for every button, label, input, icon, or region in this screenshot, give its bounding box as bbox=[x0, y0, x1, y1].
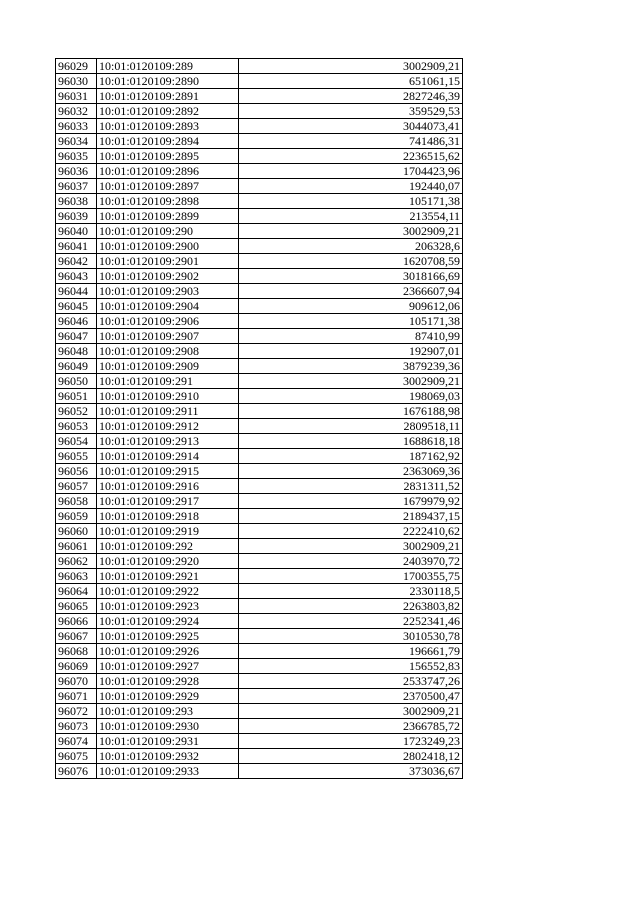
row-number-cell: 96033 bbox=[56, 119, 97, 134]
cadastral-value-cell: 1700355,75 bbox=[239, 569, 463, 584]
row-number-cell: 96036 bbox=[56, 164, 97, 179]
cadastral-value-cell: 3002909,21 bbox=[239, 59, 463, 74]
cadastral-value-cell: 2252341,46 bbox=[239, 614, 463, 629]
row-number-cell: 96066 bbox=[56, 614, 97, 629]
cadastral-value-cell: 206328,6 bbox=[239, 239, 463, 254]
cadastral-number-cell: 10:01:0120109:292 bbox=[97, 539, 239, 554]
cadastral-number-cell: 10:01:0120109:2907 bbox=[97, 329, 239, 344]
table-row bbox=[56, 554, 463, 569]
cadastral-value-cell: 2802418,12 bbox=[239, 749, 463, 764]
cadastral-number-cell: 10:01:0120109:2903 bbox=[97, 284, 239, 299]
cadastral-value-cell: 3002909,21 bbox=[239, 224, 463, 239]
cadastral-value-cell: 2236515,62 bbox=[239, 149, 463, 164]
table-row bbox=[56, 374, 463, 389]
cadastral-number-cell: 10:01:0120109:2908 bbox=[97, 344, 239, 359]
table-row bbox=[56, 464, 463, 479]
table-row bbox=[56, 89, 463, 104]
cadastral-value-cell: 2363069,36 bbox=[239, 464, 463, 479]
cadastral-value-cell: 187162,92 bbox=[239, 449, 463, 464]
cadastral-number-cell: 10:01:0120109:2906 bbox=[97, 314, 239, 329]
cadastral-value-cell: 2222410,62 bbox=[239, 524, 463, 539]
cadastral-number-cell: 10:01:0120109:2911 bbox=[97, 404, 239, 419]
row-number-cell: 96064 bbox=[56, 584, 97, 599]
row-number-cell: 96054 bbox=[56, 434, 97, 449]
cadastral-value-cell: 2809518,11 bbox=[239, 419, 463, 434]
row-number-cell: 96034 bbox=[56, 134, 97, 149]
table-row bbox=[56, 719, 463, 734]
table-row bbox=[56, 314, 463, 329]
cadastral-number-cell: 10:01:0120109:2927 bbox=[97, 659, 239, 674]
cadastral-number-cell: 10:01:0120109:2922 bbox=[97, 584, 239, 599]
table-row bbox=[56, 74, 463, 89]
table-row bbox=[56, 704, 463, 719]
cadastral-number-cell: 10:01:0120109:2891 bbox=[97, 89, 239, 104]
cadastral-number-cell: 10:01:0120109:2902 bbox=[97, 269, 239, 284]
cadastral-number-cell: 10:01:0120109:2899 bbox=[97, 209, 239, 224]
table-row bbox=[56, 479, 463, 494]
row-number-cell: 96043 bbox=[56, 269, 97, 284]
table-row bbox=[56, 494, 463, 509]
row-number-cell: 96042 bbox=[56, 254, 97, 269]
row-number-cell: 96045 bbox=[56, 299, 97, 314]
cadastral-number-cell: 10:01:0120109:291 bbox=[97, 374, 239, 389]
document-page bbox=[55, 58, 462, 779]
cadastral-number-cell: 10:01:0120109:2894 bbox=[97, 134, 239, 149]
cadastral-number-cell: 10:01:0120109:2896 bbox=[97, 164, 239, 179]
table-row bbox=[56, 59, 463, 74]
cadastral-value-cell: 1620708,59 bbox=[239, 254, 463, 269]
cadastral-number-cell: 10:01:0120109:2930 bbox=[97, 719, 239, 734]
table-row bbox=[56, 119, 463, 134]
cadastral-number-cell: 10:01:0120109:2925 bbox=[97, 629, 239, 644]
row-number-cell: 96032 bbox=[56, 104, 97, 119]
cadastral-value-cell: 156552,83 bbox=[239, 659, 463, 674]
table-row bbox=[56, 629, 463, 644]
cadastral-number-cell: 10:01:0120109:2932 bbox=[97, 749, 239, 764]
cadastral-value-cell: 2403970,72 bbox=[239, 554, 463, 569]
cadastral-value-cell: 2189437,15 bbox=[239, 509, 463, 524]
table-row bbox=[56, 674, 463, 689]
cadastral-value-cell: 909612,06 bbox=[239, 299, 463, 314]
cadastral-value-cell: 105171,38 bbox=[239, 194, 463, 209]
cadastral-number-cell: 10:01:0120109:2929 bbox=[97, 689, 239, 704]
cadastral-value-cell: 192440,07 bbox=[239, 179, 463, 194]
row-number-cell: 96061 bbox=[56, 539, 97, 554]
cadastral-number-cell: 10:01:0120109:2918 bbox=[97, 509, 239, 524]
cadastral-number-cell: 10:01:0120109:2915 bbox=[97, 464, 239, 479]
table-row bbox=[56, 569, 463, 584]
cadastral-number-cell: 10:01:0120109:289 bbox=[97, 59, 239, 74]
cadastral-number-cell: 10:01:0120109:2912 bbox=[97, 419, 239, 434]
cadastral-number-cell: 10:01:0120109:2909 bbox=[97, 359, 239, 374]
row-number-cell: 96035 bbox=[56, 149, 97, 164]
cadastral-value-cell: 2370500,47 bbox=[239, 689, 463, 704]
row-number-cell: 96071 bbox=[56, 689, 97, 704]
cadastral-value-cell: 87410,99 bbox=[239, 329, 463, 344]
cadastral-value-cell: 2533747,26 bbox=[239, 674, 463, 689]
cadastral-number-cell: 10:01:0120109:2916 bbox=[97, 479, 239, 494]
cadastral-value-cell: 651061,15 bbox=[239, 74, 463, 89]
cadastral-value-cell: 198069,03 bbox=[239, 389, 463, 404]
table-row bbox=[56, 584, 463, 599]
table-row bbox=[56, 434, 463, 449]
cadastral-number-cell: 10:01:0120109:2933 bbox=[97, 764, 239, 779]
table-row bbox=[56, 599, 463, 614]
cadastral-value-cell: 741486,31 bbox=[239, 134, 463, 149]
cadastral-value-cell: 3002909,21 bbox=[239, 704, 463, 719]
cadastral-value-cell: 213554,11 bbox=[239, 209, 463, 224]
row-number-cell: 96037 bbox=[56, 179, 97, 194]
table-row bbox=[56, 404, 463, 419]
cadastral-value-cell: 2366785,72 bbox=[239, 719, 463, 734]
row-number-cell: 96056 bbox=[56, 464, 97, 479]
row-number-cell: 96055 bbox=[56, 449, 97, 464]
cadastral-number-cell: 10:01:0120109:2898 bbox=[97, 194, 239, 209]
row-number-cell: 96038 bbox=[56, 194, 97, 209]
row-number-cell: 96044 bbox=[56, 284, 97, 299]
table-row bbox=[56, 269, 463, 284]
table-body bbox=[56, 59, 463, 779]
cadastral-value-cell: 2330118,5 bbox=[239, 584, 463, 599]
row-number-cell: 96046 bbox=[56, 314, 97, 329]
cadastral-number-cell: 10:01:0120109:2923 bbox=[97, 599, 239, 614]
cadastral-number-cell: 10:01:0120109:2919 bbox=[97, 524, 239, 539]
row-number-cell: 96039 bbox=[56, 209, 97, 224]
cadastral-value-cell: 2366607,94 bbox=[239, 284, 463, 299]
table-row bbox=[56, 614, 463, 629]
row-number-cell: 96051 bbox=[56, 389, 97, 404]
row-number-cell: 96060 bbox=[56, 524, 97, 539]
table-row bbox=[56, 359, 463, 374]
cadastral-number-cell: 10:01:0120109:2901 bbox=[97, 254, 239, 269]
cadastral-number-cell: 10:01:0120109:2914 bbox=[97, 449, 239, 464]
cadastral-number-cell: 10:01:0120109:2910 bbox=[97, 389, 239, 404]
table-row bbox=[56, 509, 463, 524]
row-number-cell: 96063 bbox=[56, 569, 97, 584]
row-number-cell: 96067 bbox=[56, 629, 97, 644]
row-number-cell: 96075 bbox=[56, 749, 97, 764]
cadastral-value-cell: 3002909,21 bbox=[239, 539, 463, 554]
table-row bbox=[56, 224, 463, 239]
table-row bbox=[56, 134, 463, 149]
row-number-cell: 96076 bbox=[56, 764, 97, 779]
cadastral-number-cell: 10:01:0120109:2904 bbox=[97, 299, 239, 314]
cadastral-value-cell: 192907,01 bbox=[239, 344, 463, 359]
table-row bbox=[56, 254, 463, 269]
table-row bbox=[56, 299, 463, 314]
row-number-cell: 96029 bbox=[56, 59, 97, 74]
table-row bbox=[56, 449, 463, 464]
cadastral-number-cell: 10:01:0120109:290 bbox=[97, 224, 239, 239]
table-row bbox=[56, 524, 463, 539]
table-row bbox=[56, 344, 463, 359]
row-number-cell: 96062 bbox=[56, 554, 97, 569]
cadastral-value-cell: 3002909,21 bbox=[239, 374, 463, 389]
table-row bbox=[56, 239, 463, 254]
table-row bbox=[56, 284, 463, 299]
cadastral-value-cell: 3879239,36 bbox=[239, 359, 463, 374]
cadastral-value-cell: 2827246,39 bbox=[239, 89, 463, 104]
row-number-cell: 96070 bbox=[56, 674, 97, 689]
row-number-cell: 96069 bbox=[56, 659, 97, 674]
cadastral-number-cell: 10:01:0120109:2897 bbox=[97, 179, 239, 194]
row-number-cell: 96048 bbox=[56, 344, 97, 359]
row-number-cell: 96050 bbox=[56, 374, 97, 389]
cadastral-number-cell: 10:01:0120109:2924 bbox=[97, 614, 239, 629]
cadastral-value-cell: 1679979,92 bbox=[239, 494, 463, 509]
table-row bbox=[56, 164, 463, 179]
cadastral-number-cell: 10:01:0120109:2892 bbox=[97, 104, 239, 119]
cadastral-number-cell: 10:01:0120109:2926 bbox=[97, 644, 239, 659]
table-row bbox=[56, 194, 463, 209]
cadastral-value-cell: 105171,38 bbox=[239, 314, 463, 329]
table-row bbox=[56, 104, 463, 119]
row-number-cell: 96065 bbox=[56, 599, 97, 614]
cadastral-number-cell: 10:01:0120109:2931 bbox=[97, 734, 239, 749]
cadastral-number-cell: 10:01:0120109:2900 bbox=[97, 239, 239, 254]
row-number-cell: 96073 bbox=[56, 719, 97, 734]
row-number-cell: 96040 bbox=[56, 224, 97, 239]
table-row bbox=[56, 749, 463, 764]
cadastral-number-cell: 10:01:0120109:2895 bbox=[97, 149, 239, 164]
table-row bbox=[56, 659, 463, 674]
cadastral-value-cell: 3018166,69 bbox=[239, 269, 463, 284]
table-row bbox=[56, 539, 463, 554]
cadastral-value-cell: 1723249,23 bbox=[239, 734, 463, 749]
cadastral-number-cell: 10:01:0120109:2917 bbox=[97, 494, 239, 509]
row-number-cell: 96030 bbox=[56, 74, 97, 89]
row-number-cell: 96053 bbox=[56, 419, 97, 434]
cadastral-value-cell: 373036,67 bbox=[239, 764, 463, 779]
table-row bbox=[56, 149, 463, 164]
table-row bbox=[56, 764, 463, 779]
cadastral-value-cell: 196661,79 bbox=[239, 644, 463, 659]
row-number-cell: 96041 bbox=[56, 239, 97, 254]
cadastral-number-cell: 10:01:0120109:2893 bbox=[97, 119, 239, 134]
cadastral-number-cell: 10:01:0120109:2921 bbox=[97, 569, 239, 584]
cadastral-value-cell: 3044073,41 bbox=[239, 119, 463, 134]
row-number-cell: 96047 bbox=[56, 329, 97, 344]
row-number-cell: 96058 bbox=[56, 494, 97, 509]
row-number-cell: 96074 bbox=[56, 734, 97, 749]
cadastral-value-cell: 359529,53 bbox=[239, 104, 463, 119]
cadastral-number-cell: 10:01:0120109:2913 bbox=[97, 434, 239, 449]
cadastral-value-cell: 3010530,78 bbox=[239, 629, 463, 644]
row-number-cell: 96068 bbox=[56, 644, 97, 659]
table-row bbox=[56, 329, 463, 344]
cadastral-value-cell: 1704423,96 bbox=[239, 164, 463, 179]
row-number-cell: 96059 bbox=[56, 509, 97, 524]
table-row bbox=[56, 644, 463, 659]
table-row bbox=[56, 389, 463, 404]
cadastral-number-cell: 10:01:0120109:2920 bbox=[97, 554, 239, 569]
cadastral-number-cell: 10:01:0120109:293 bbox=[97, 704, 239, 719]
cadastral-value-cell: 1676188,98 bbox=[239, 404, 463, 419]
table-row bbox=[56, 179, 463, 194]
table-row bbox=[56, 209, 463, 224]
cadastral-value-table bbox=[55, 58, 463, 779]
row-number-cell: 96031 bbox=[56, 89, 97, 104]
row-number-cell: 96049 bbox=[56, 359, 97, 374]
row-number-cell: 96072 bbox=[56, 704, 97, 719]
cadastral-number-cell: 10:01:0120109:2890 bbox=[97, 74, 239, 89]
cadastral-number-cell: 10:01:0120109:2928 bbox=[97, 674, 239, 689]
table-row bbox=[56, 689, 463, 704]
cadastral-value-cell: 2263803,82 bbox=[239, 599, 463, 614]
table-row bbox=[56, 419, 463, 434]
table-row bbox=[56, 734, 463, 749]
row-number-cell: 96052 bbox=[56, 404, 97, 419]
row-number-cell: 96057 bbox=[56, 479, 97, 494]
cadastral-value-cell: 1688618,18 bbox=[239, 434, 463, 449]
cadastral-value-cell: 2831311,52 bbox=[239, 479, 463, 494]
